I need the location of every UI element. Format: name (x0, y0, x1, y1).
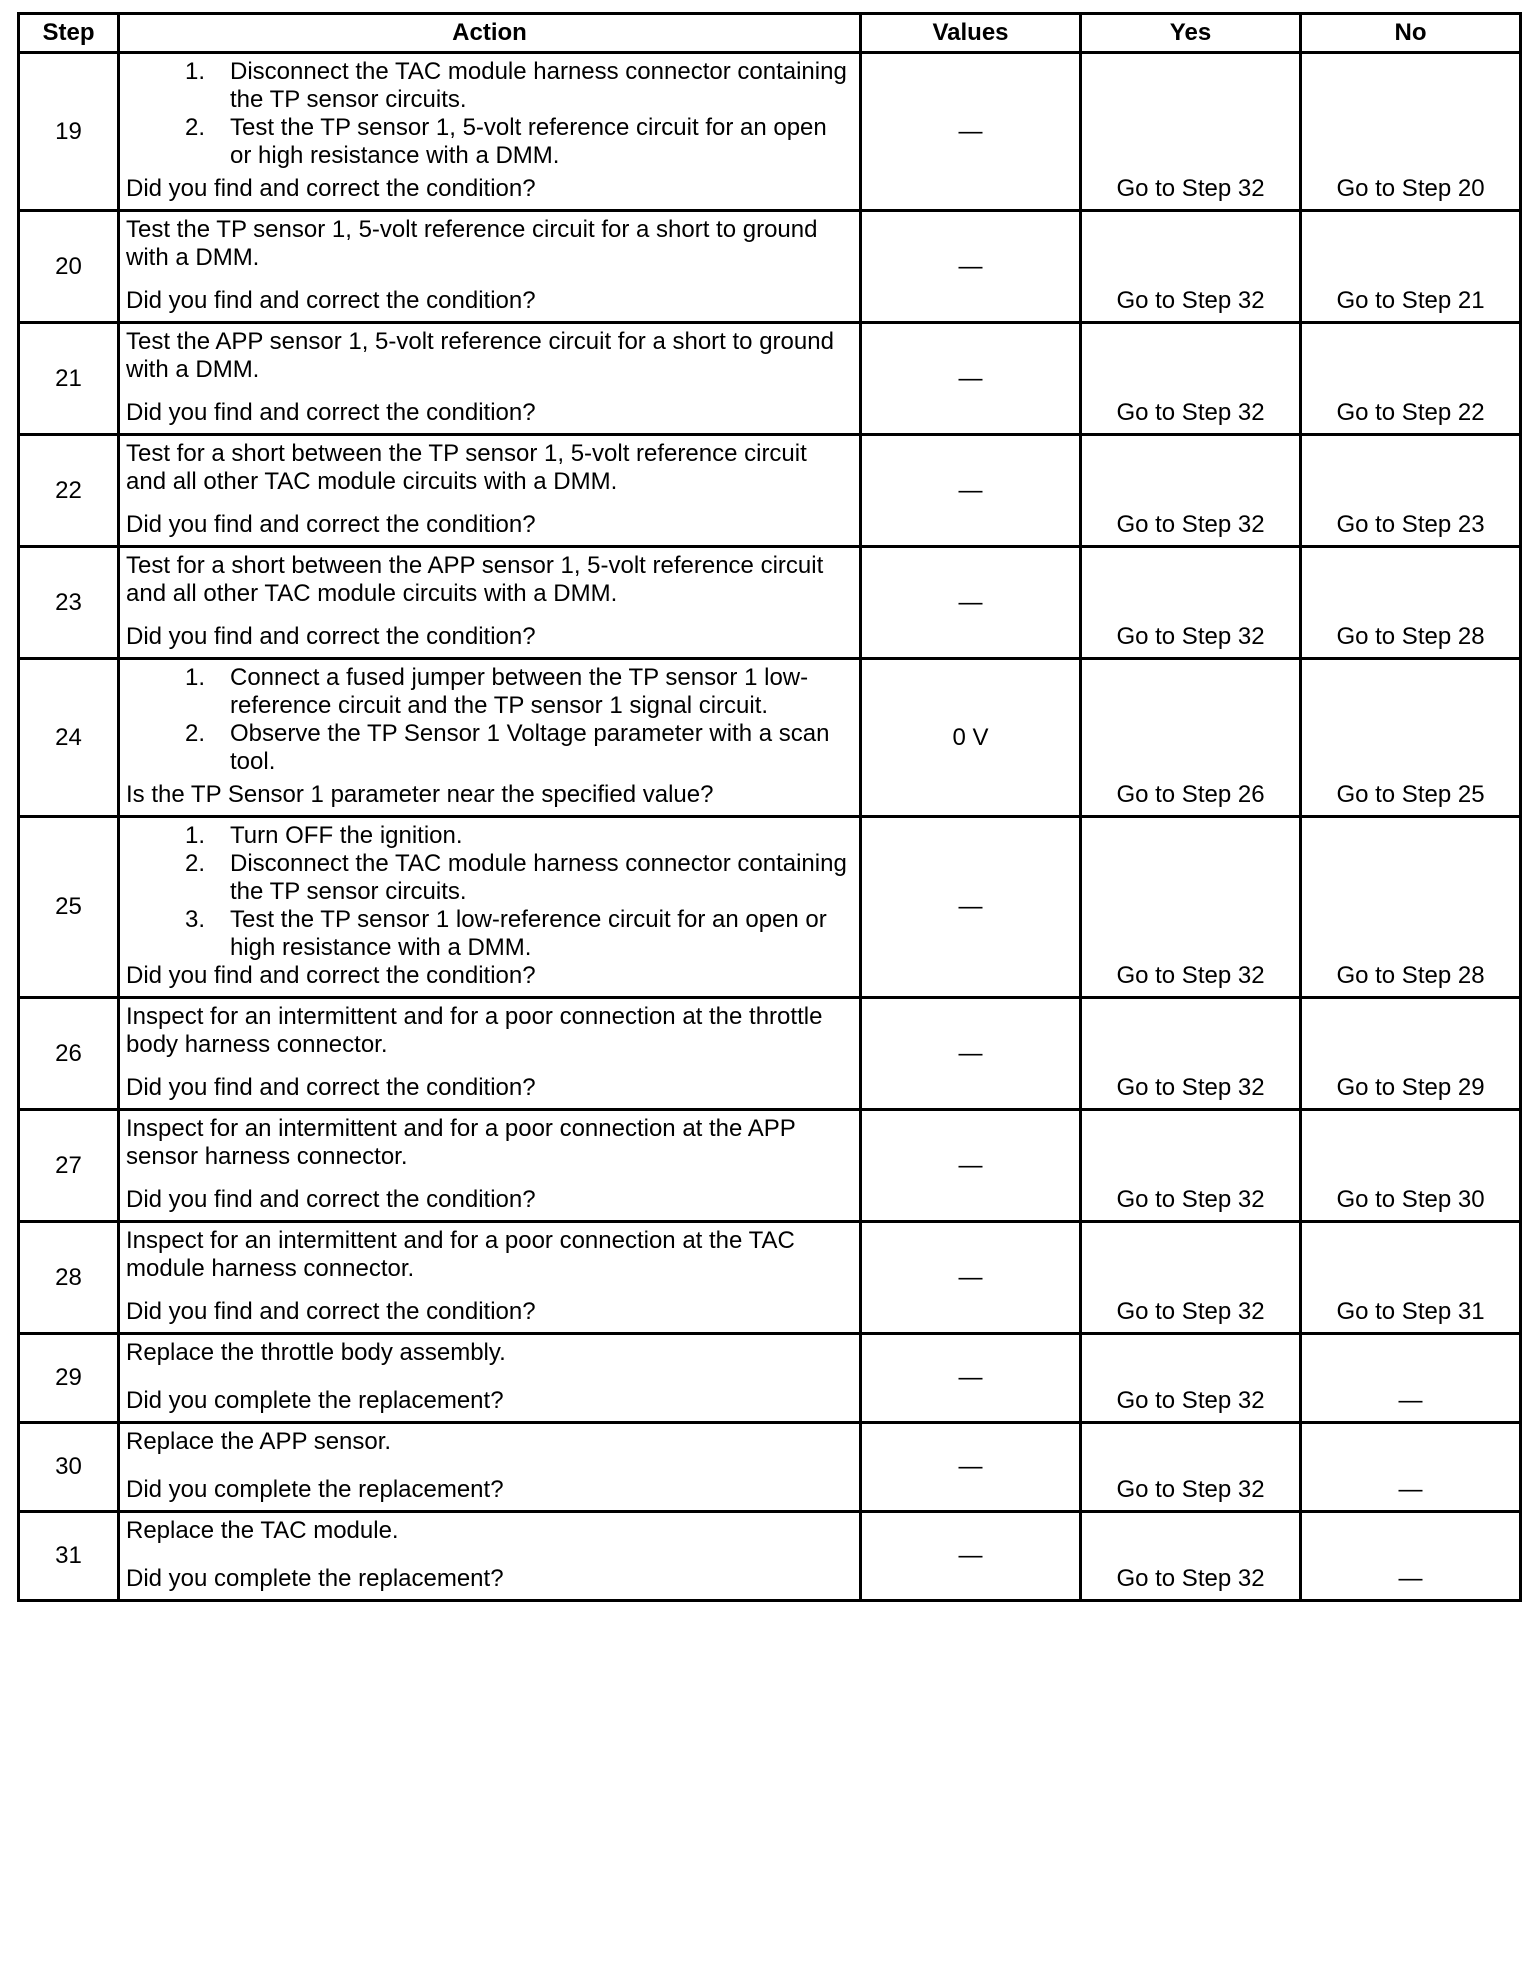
no-cell: Go to Step 20 (1301, 53, 1521, 211)
action-cell (119, 659, 861, 817)
action-text: Replace the throttle body assembly. (126, 1339, 506, 1366)
table-row (19, 659, 1521, 817)
step-number: 29 (19, 1334, 119, 1423)
action-text: Inspect for an intermittent and for a poor connection at the throttle body harness connector. (126, 1003, 823, 1058)
value-cell: — (861, 1512, 1081, 1601)
action-step-text: Connect a fused jumper between the TP sensor 1 low-reference circuit and the TP sensor 1 signal circuit. (230, 664, 809, 719)
step-number: 19 (19, 53, 119, 211)
action-steps-list (126, 664, 853, 776)
action-question: Is the TP Sensor 1 parameter near the specified value? (126, 781, 714, 808)
yes-cell: Go to Step 32 (1081, 53, 1301, 211)
value-cell: — (861, 1110, 1081, 1222)
yes-cell: Go to Step 32 (1081, 1334, 1301, 1423)
header-values: Values (861, 14, 1081, 53)
action-text: Test for a short between the APP sensor 1, 5-volt reference circuit and all other TAC module circuits with a DMM. (126, 552, 824, 607)
no-cell: Go to Step 31 (1301, 1222, 1521, 1334)
action-question: Did you find and correct the condition? (126, 175, 536, 202)
yes-cell: Go to Step 32 (1081, 1512, 1301, 1601)
value-cell: — (861, 323, 1081, 435)
value-cell: — (861, 817, 1081, 998)
step-number: 28 (19, 1222, 119, 1334)
value-cell: — (861, 1423, 1081, 1512)
value-cell: 0 V (861, 659, 1081, 817)
action-cell (119, 817, 861, 998)
value-cell: — (861, 53, 1081, 211)
table-row (19, 323, 1521, 435)
action-step-text: Turn OFF the ignition. (230, 822, 463, 849)
action-question: Did you find and correct the condition? (126, 287, 536, 314)
action-step-text: Observe the TP Sensor 1 Voltage parameter with a scan tool. (230, 720, 830, 775)
action-step-item (126, 822, 853, 850)
header-no: No (1301, 14, 1521, 53)
table-row (19, 53, 1521, 211)
action-step-item (126, 114, 853, 170)
action-question: Did you find and correct the condition? (126, 399, 536, 426)
action-question: Did you complete the replacement? (126, 1387, 504, 1414)
action-step-number: 2. (184, 720, 205, 747)
yes-cell: Go to Step 32 (1081, 211, 1301, 323)
action-cell (119, 1334, 861, 1423)
no-cell: — (1301, 1512, 1521, 1601)
action-text: Replace the APP sensor. (126, 1428, 392, 1455)
action-steps-list (126, 822, 853, 962)
action-cell (119, 1512, 861, 1601)
action-question: Did you complete the replacement? (126, 1565, 504, 1592)
table-row (19, 547, 1521, 659)
table-row (19, 1222, 1521, 1334)
yes-cell: Go to Step 32 (1081, 1110, 1301, 1222)
header-row (19, 14, 1521, 53)
action-step-text: Test the TP sensor 1 low-reference circuit for an open or high resistance with a DMM. (230, 906, 827, 961)
table-row (19, 211, 1521, 323)
action-step-item (126, 906, 853, 962)
action-step-number: 1. (184, 664, 205, 691)
no-cell: Go to Step 28 (1301, 547, 1521, 659)
action-step-number: 1. (184, 822, 205, 849)
action-text: Test for a short between the TP sensor 1, 5-volt reference circuit and all other TAC module circuits with a DMM. (126, 440, 807, 495)
table-row (19, 435, 1521, 547)
header-action: Action (119, 14, 861, 53)
action-question: Did you find and correct the condition? (126, 1298, 536, 1325)
header-yes: Yes (1081, 14, 1301, 53)
action-question: Did you find and correct the condition? (126, 511, 536, 538)
action-cell (119, 435, 861, 547)
action-cell (119, 998, 861, 1110)
action-text: Replace the TAC module. (126, 1517, 399, 1544)
action-step-item (126, 720, 853, 776)
no-cell: Go to Step 25 (1301, 659, 1521, 817)
no-cell: Go to Step 29 (1301, 998, 1521, 1110)
action-question: Did you find and correct the condition? (126, 1074, 536, 1101)
action-text: Inspect for an intermittent and for a poor connection at the TAC module harness connector. (126, 1227, 795, 1282)
step-number: 25 (19, 817, 119, 998)
action-step-number: 2. (184, 850, 205, 877)
no-cell: Go to Step 22 (1301, 323, 1521, 435)
step-number: 30 (19, 1423, 119, 1512)
no-cell: — (1301, 1423, 1521, 1512)
step-number: 20 (19, 211, 119, 323)
yes-cell: Go to Step 32 (1081, 435, 1301, 547)
action-cell (119, 53, 861, 211)
action-step-item (126, 664, 853, 720)
value-cell: — (861, 435, 1081, 547)
action-cell (119, 1222, 861, 1334)
step-number: 22 (19, 435, 119, 547)
action-cell (119, 211, 861, 323)
table-row (19, 1334, 1521, 1423)
action-step-item (126, 850, 853, 906)
action-step-item (126, 58, 853, 114)
yes-cell: Go to Step 26 (1081, 659, 1301, 817)
step-number: 24 (19, 659, 119, 817)
yes-cell: Go to Step 32 (1081, 998, 1301, 1110)
action-question: Did you find and correct the condition? (126, 623, 536, 650)
yes-cell: Go to Step 32 (1081, 547, 1301, 659)
value-cell: — (861, 547, 1081, 659)
no-cell: Go to Step 28 (1301, 817, 1521, 998)
action-step-number: 1. (184, 58, 205, 85)
table-row (19, 817, 1521, 998)
table-row (19, 1423, 1521, 1512)
step-number: 23 (19, 547, 119, 659)
action-step-number: 2. (184, 114, 205, 141)
action-cell (119, 547, 861, 659)
action-text: Test the TP sensor 1, 5-volt reference circuit for a short to ground with a DMM. (126, 216, 818, 271)
step-number: 27 (19, 1110, 119, 1222)
action-text: Test the APP sensor 1, 5-volt reference circuit for a short to ground with a DMM. (126, 328, 834, 383)
no-cell: Go to Step 30 (1301, 1110, 1521, 1222)
action-steps-list (126, 58, 853, 170)
yes-cell: Go to Step 32 (1081, 1222, 1301, 1334)
action-step-text: Test the TP sensor 1, 5-volt reference circuit for an open or high resistance with a DMM. (230, 114, 827, 169)
value-cell: — (861, 998, 1081, 1110)
table-row (19, 998, 1521, 1110)
header-step: Step (19, 14, 119, 53)
action-question: Did you find and correct the condition? (126, 962, 536, 989)
step-number: 26 (19, 998, 119, 1110)
yes-cell: Go to Step 32 (1081, 817, 1301, 998)
value-cell: — (861, 1222, 1081, 1334)
action-text: Inspect for an intermittent and for a poor connection at the APP sensor harness connector. (126, 1115, 796, 1170)
action-cell (119, 1423, 861, 1512)
action-question: Did you find and correct the condition? (126, 1186, 536, 1213)
step-number: 21 (19, 323, 119, 435)
action-step-text: Disconnect the TAC module harness connector containing the TP sensor circuits. (230, 850, 847, 905)
no-cell: Go to Step 23 (1301, 435, 1521, 547)
yes-cell: Go to Step 32 (1081, 1423, 1301, 1512)
action-cell (119, 323, 861, 435)
action-cell (119, 1110, 861, 1222)
action-question: Did you complete the replacement? (126, 1476, 504, 1503)
yes-cell: Go to Step 32 (1081, 323, 1301, 435)
value-cell: — (861, 1334, 1081, 1423)
table-row (19, 1110, 1521, 1222)
table-row (19, 1512, 1521, 1601)
value-cell: — (861, 211, 1081, 323)
step-number: 31 (19, 1512, 119, 1601)
action-step-number: 3. (184, 906, 205, 933)
diagnostic-table (17, 12, 1522, 1602)
action-step-text: Disconnect the TAC module harness connector containing the TP sensor circuits. (230, 58, 847, 113)
no-cell: Go to Step 21 (1301, 211, 1521, 323)
no-cell: — (1301, 1334, 1521, 1423)
